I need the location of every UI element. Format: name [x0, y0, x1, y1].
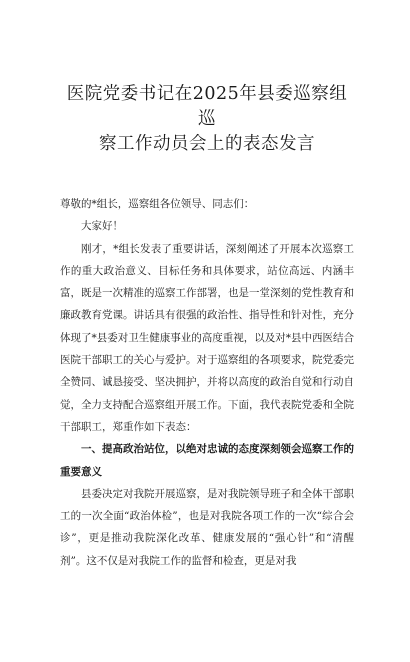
document-body: [60, 193, 354, 572]
document-page: [0, 82, 410, 662]
title-line-1: 医院党委书记在2025年县委巡察组巡: [66, 84, 348, 129]
title-line-2: 察工作动员会上的表态发言: [99, 134, 315, 154]
greeting: 大家好！: [81, 220, 123, 233]
section-heading-1: 一、提高政治站位，以绝对忠诚的态度深刻领会巡察工作的重要意义: [60, 443, 354, 478]
salutation: 尊敬的*组长，巡察组各位领导、同志们：: [60, 198, 255, 210]
paragraph-opening: 刚才，*组长发表了重要讲话，深刻阐述了开展本次巡察工作的重大政治意义、目标任务和具体要求，站位高远、内涵丰富，既是一次精准的巡察工作部署，也是一堂深刻的党性教育和廉政教育党课。讲话具有很强的政治性、指导性和针对性，充分体现了*县委对卫生健康事业的高度重视，以及对*县中西医结合医院干部职工的关心与爱护。对于巡察组的各项要求，院党委完全赞同、诚恳接受、坚决拥护，并将以高度的政治自觉和行动自觉，全力支持配合巡察组开展工作。下面，我代表院党委和全院干部职工，郑重作如下表态：: [60, 242, 354, 433]
document-title: [60, 82, 354, 157]
paragraph-section-1: 县委决定对我院开展巡察，是对我院领导班子和全体干部职工的一次全面“政治体检”，也是对我院各项工作的一次“综合会诊”，更是推动我院深化改革、健康发展的“强心针”和“清醒剂”。这不仅是对我院工作的监督和检查，更是对我: [60, 487, 354, 567]
